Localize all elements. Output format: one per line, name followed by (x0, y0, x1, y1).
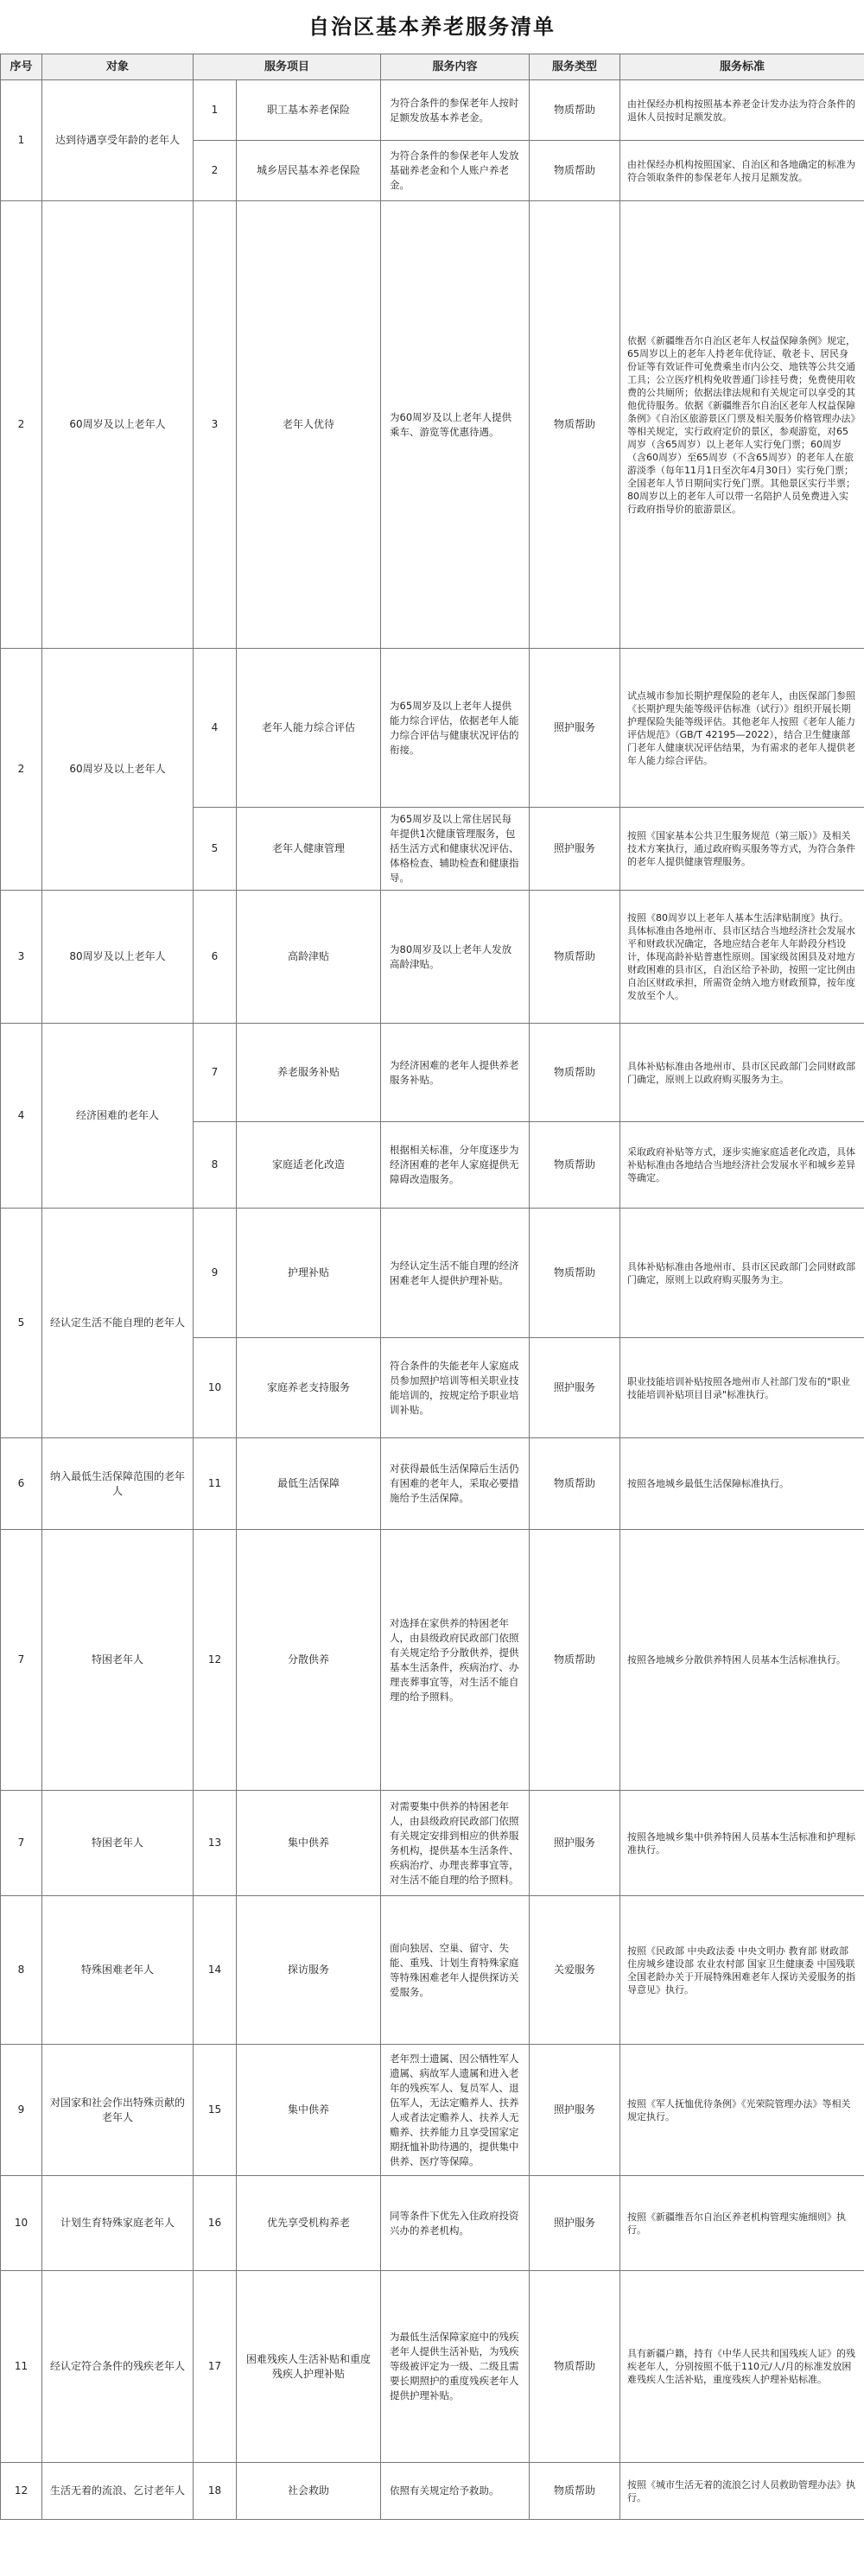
row-item: 高龄津贴 (237, 891, 381, 1024)
group-target: 特殊困难老年人 (42, 1896, 194, 2045)
row-content: 为最低生活保障家庭中的残疾老年人提供生活补贴，为残疾等级被评定为一级、二级且需要长期照护的重度残疾老年人提供护理补贴。 (381, 2271, 530, 2463)
row-standard: 按照各地城乡集中供养特困人员基本生活标准和护理标准执行。 (620, 1791, 864, 1896)
group-seq: 7 (1, 1530, 42, 1791)
group-target: 60周岁及以上老年人 (42, 649, 194, 891)
row-type: 物质帮助 (530, 1530, 620, 1791)
service-list-table (0, 54, 864, 2520)
row-item: 老年人能力综合评估 (237, 649, 381, 808)
row-type: 关爱服务 (530, 1896, 620, 2045)
row-content: 同等条件下优先入住政府投资兴办的养老机构。 (381, 2176, 530, 2271)
row-type: 照护服务 (530, 2176, 620, 2271)
group-target: 特困老年人 (42, 1530, 194, 1791)
row-type: 物质帮助 (530, 1024, 620, 1122)
row-item: 探访服务 (237, 1896, 381, 2045)
table-row (1, 2176, 864, 2271)
row-item: 城乡居民基本养老保险 (237, 141, 381, 201)
group-seq: 7 (1, 1791, 42, 1896)
table-row (1, 2045, 864, 2176)
table-row (1, 1024, 864, 1122)
row-standard: 按照《国家基本公共卫生服务规范（第三版）》及相关技术方案执行，通过政府购买服务等方式，为符合条件的老年人提供健康管理服务。 (620, 808, 864, 891)
row-item: 优先享受机构养老 (237, 2176, 381, 2271)
row-item: 集中供养 (237, 1791, 381, 1896)
row-item: 老年人优待 (237, 201, 381, 649)
table-row (1, 1530, 864, 1791)
group-target: 对国家和社会作出特殊贡献的老年人 (42, 2045, 194, 2176)
row-type: 物质帮助 (530, 80, 620, 141)
row-num: 8 (194, 1122, 237, 1209)
group-target: 特困老年人 (42, 1791, 194, 1896)
group-seq: 9 (1, 2045, 42, 2176)
row-standard: 具体补贴标准由各地州市、县市区民政部门会同财政部门确定，原则上以政府购买服务为主。 (620, 1024, 864, 1122)
row-num: 4 (194, 649, 237, 808)
row-num: 13 (194, 1791, 237, 1896)
row-standard: 按照《城市生活无着的流浪乞讨人员救助管理办法》执行。 (620, 2463, 864, 2520)
row-standard: 由社保经办机构按照国家、自治区和各地确定的标准为符合领取条件的参保老年人按月足额发放。 (620, 141, 864, 201)
group-seq: 8 (1, 1896, 42, 2045)
row-standard: 依据《新疆维吾尔自治区老年人权益保障条例》规定，65周岁以上的老年人持老年优待证、敬老卡、居民身份证等有效证件可免费乘坐市内公交、地铁等公共交通工具；公立医疗机构免收普通门诊挂号费；免费使用收费的公共厕所；依据法律法规和有关规定可以享受的其他优待服务。依据《新疆维吾尔自治区老年人权益保障条例》《自治区旅游景区门票及相关服务价格管理办法》等相关规定，实行政府定价的景区，参观游览，对65周岁（含65周岁）以上老年人实行免门票；60周岁（含60周岁）至65周岁（不含65周岁）的老年人在旅游淡季（每年11月1日至次年4月30日）实行免门票；全国老年人节日期间实行免门票。其他景区实行半票；80周岁以上的老年人可以带一名陪护人员免费进入实行政府指导价的旅游景区。 (620, 201, 864, 649)
row-standard: 按照《民政部 中央政法委 中央文明办 教育部 财政部 住房城乡建设部 农业农村部 国家卫生健康委 中国残联 全国老龄办关于开展特殊困难老年人探访关爱服务的指导意见》执行。 (620, 1896, 864, 2045)
row-type: 物质帮助 (530, 1209, 620, 1338)
table-row (1, 80, 864, 141)
header-seq: 序号 (1, 54, 42, 80)
row-item: 养老服务补贴 (237, 1024, 381, 1122)
row-content: 为65周岁及以上老年人提供能力综合评估，依据老年人能力综合评估与健康状况评估的衔接。 (381, 649, 530, 808)
row-item: 职工基本养老保险 (237, 80, 381, 141)
group-target: 生活无着的流浪、乞讨老年人 (42, 2463, 194, 2520)
row-num: 12 (194, 1530, 237, 1791)
row-num: 1 (194, 80, 237, 141)
row-num: 16 (194, 2176, 237, 2271)
group-target: 经认定符合条件的残疾老年人 (42, 2271, 194, 2463)
row-standard: 按照《新疆维吾尔自治区养老机构管理实施细则》执行。 (620, 2176, 864, 2271)
group-target: 80周岁及以上老年人 (42, 891, 194, 1024)
row-num: 7 (194, 1024, 237, 1122)
row-standard: 按照《军人抚恤优待条例》《光荣院管理办法》等相关规定执行。 (620, 2045, 864, 2176)
row-num: 6 (194, 891, 237, 1024)
table-row (1, 1791, 864, 1896)
row-content: 老年烈士遗属、因公牺牲军人遗属、病故军人遗属和进入老年的残疾军人、复员军人、退伍军人，无法定赡养人、扶养人或者法定赡养人、扶养人无赡养、扶养能力且享受国家定期抚恤补助待遇的，提供集中供养、医疗等保障。 (381, 2045, 530, 2176)
header-type: 服务类型 (530, 54, 620, 80)
row-content: 符合条件的失能老年人家庭成员参加照护培训等相关职业技能培训的，按规定给予职业培训补贴。 (381, 1338, 530, 1438)
table-row (1, 1896, 864, 2045)
row-type: 照护服务 (530, 1791, 620, 1896)
row-num: 9 (194, 1209, 237, 1338)
row-standard: 职业技能培训补贴按照各地州市人社部门发布的"职业技能培训补贴项目目录"标准执行。 (620, 1338, 864, 1438)
group-seq: 12 (1, 2463, 42, 2520)
header-item: 服务项目 (194, 54, 381, 80)
group-seq: 2 (1, 649, 42, 891)
group-seq: 5 (1, 1209, 42, 1438)
row-item: 老年人健康管理 (237, 808, 381, 891)
group-target: 纳入最低生活保障范围的老年人 (42, 1438, 194, 1530)
row-item: 家庭适老化改造 (237, 1122, 381, 1209)
row-num: 14 (194, 1896, 237, 2045)
table-row (1, 1209, 864, 1338)
row-item: 最低生活保障 (237, 1438, 381, 1530)
row-type: 照护服务 (530, 649, 620, 808)
row-standard: 试点城市参加长期护理保险的老年人，由医保部门参照《长期护理失能等级评估标准（试行）》组织开展长期护理保险失能等级评估。其他老年人按照《老年人能力评估规范》（GB/T 42195—2022），结合卫生健康部门老年人健康状况评估结果，为有需求的老年人提供老年人能力综合评估。 (620, 649, 864, 808)
table-row (1, 2271, 864, 2463)
row-content: 为80周岁及以上老年人发放高龄津贴。 (381, 891, 530, 1024)
group-seq: 10 (1, 2176, 42, 2271)
header-standard: 服务标准 (620, 54, 864, 80)
row-content: 为符合条件的参保老年人按时足额发放基本养老金。 (381, 80, 530, 141)
row-num: 15 (194, 2045, 237, 2176)
row-num: 17 (194, 2271, 237, 2463)
row-item: 集中供养 (237, 2045, 381, 2176)
table-row (1, 1438, 864, 1530)
row-standard: 具有新疆户籍，持有《中华人民共和国残疾人证》的残疾老年人，分别按照不低于110元/人/月的标准发放困难残疾人生活补贴，重度残疾人护理补贴标准。 (620, 2271, 864, 2463)
table-row (1, 649, 864, 808)
row-content: 为经济困难的老年人提供养老服务补贴。 (381, 1024, 530, 1122)
row-item: 困难残疾人生活补贴和重度残疾人护理补贴 (237, 2271, 381, 2463)
row-type: 物质帮助 (530, 1122, 620, 1209)
row-standard: 具体补贴标准由各地州市、县市区民政部门会同财政部门确定，原则上以政府购买服务为主。 (620, 1209, 864, 1338)
row-standard: 由社保经办机构按照基本养老金计发办法为符合条件的退休人员按时足额发放。 (620, 80, 864, 141)
row-type: 物质帮助 (530, 141, 620, 201)
row-num: 11 (194, 1438, 237, 1530)
row-type: 照护服务 (530, 808, 620, 891)
header-content: 服务内容 (381, 54, 530, 80)
row-num: 18 (194, 2463, 237, 2520)
row-standard: 按照各地城乡最低生活保障标准执行。 (620, 1438, 864, 1530)
row-num: 10 (194, 1338, 237, 1438)
row-standard: 按照《80周岁以上老年人基本生活津贴制度》执行。具体标准由各地州市、县市区结合当地经济社会发展水平和财政状况确定，各地应结合老年人年龄段分档设计，体现高龄补贴普惠性原则。国家级贫困县及对地方财政困难的县市区，自治区给予补助，按照一定比例由自治区财政承担，所需资金纳入地方财政预算，按年度发放至个人。 (620, 891, 864, 1024)
row-content: 为60周岁及以上老年人提供乘车、游览等优惠待遇。 (381, 201, 530, 649)
group-seq: 1 (1, 80, 42, 201)
group-seq: 4 (1, 1024, 42, 1209)
row-item: 社会救助 (237, 2463, 381, 2520)
group-seq: 3 (1, 891, 42, 1024)
row-content: 对需要集中供养的特困老年人，由县级政府民政部门依照有关规定安排到相应的供养服务机构，提供基本生活条件、疾病治疗、办理丧葬事宜等，对生活不能自理的给予照料。 (381, 1791, 530, 1896)
row-item: 护理补贴 (237, 1209, 381, 1338)
row-content: 对获得最低生活保障后生活仍有困难的老年人，采取必要措施给予生活保障。 (381, 1438, 530, 1530)
row-item: 家庭养老支持服务 (237, 1338, 381, 1438)
row-num: 3 (194, 201, 237, 649)
row-standard: 采取政府补贴等方式，逐步实施家庭适老化改造，具体补贴标准由各地结合当地经济社会发展水平和城乡差异等确定。 (620, 1122, 864, 1209)
row-type: 物质帮助 (530, 2271, 620, 2463)
group-target: 60周岁及以上老年人 (42, 201, 194, 649)
row-content: 依照有关规定给予救助。 (381, 2463, 530, 2520)
group-target: 经认定生活不能自理的老年人 (42, 1209, 194, 1438)
row-type: 物质帮助 (530, 1438, 620, 1530)
row-type: 物质帮助 (530, 891, 620, 1024)
table-header-row (1, 54, 864, 80)
group-target: 经济困难的老年人 (42, 1024, 194, 1209)
row-type: 照护服务 (530, 2045, 620, 2176)
group-target: 计划生育特殊家庭老年人 (42, 2176, 194, 2271)
header-target: 对象 (42, 54, 194, 80)
row-type: 物质帮助 (530, 2463, 620, 2520)
row-content: 根据相关标准，分年度逐步为经济困难的老年人家庭提供无障碍改造服务。 (381, 1122, 530, 1209)
row-item: 分散供养 (237, 1530, 381, 1791)
table-row (1, 891, 864, 1024)
row-type: 物质帮助 (530, 201, 620, 649)
table-row (1, 201, 864, 649)
row-num: 5 (194, 808, 237, 891)
table-row (1, 2463, 864, 2520)
row-content: 为符合条件的参保老年人发放基础养老金和个人账户养老金。 (381, 141, 530, 201)
row-content: 为65周岁及以上常住居民每年提供1次健康管理服务，包括生活方式和健康状况评估、体格检查、辅助检查和健康指导。 (381, 808, 530, 891)
row-content: 面向独居、空巢、留守、失能、重残、计划生育特殊家庭等特殊困难老年人提供探访关爱服务。 (381, 1896, 530, 2045)
document-title: 自治区基本养老服务清单 (308, 14, 556, 39)
row-standard: 按照各地城乡分散供养特困人员基本生活标准执行。 (620, 1530, 864, 1791)
row-content: 为经认定生活不能自理的经济困难老年人提供护理补贴。 (381, 1209, 530, 1338)
row-content: 对选择在家供养的特困老年人，由县级政府民政部门依照有关规定给予分散供养，提供基本生活条件，疾病治疗、办理丧葬事宜等，对生活不能自理的给予照料。 (381, 1530, 530, 1791)
group-seq: 2 (1, 201, 42, 649)
group-seq: 6 (1, 1438, 42, 1530)
group-target: 达到待遇享受年龄的老年人 (42, 80, 194, 201)
group-seq: 11 (1, 2271, 42, 2463)
row-num: 2 (194, 141, 237, 201)
row-type: 照护服务 (530, 1338, 620, 1438)
